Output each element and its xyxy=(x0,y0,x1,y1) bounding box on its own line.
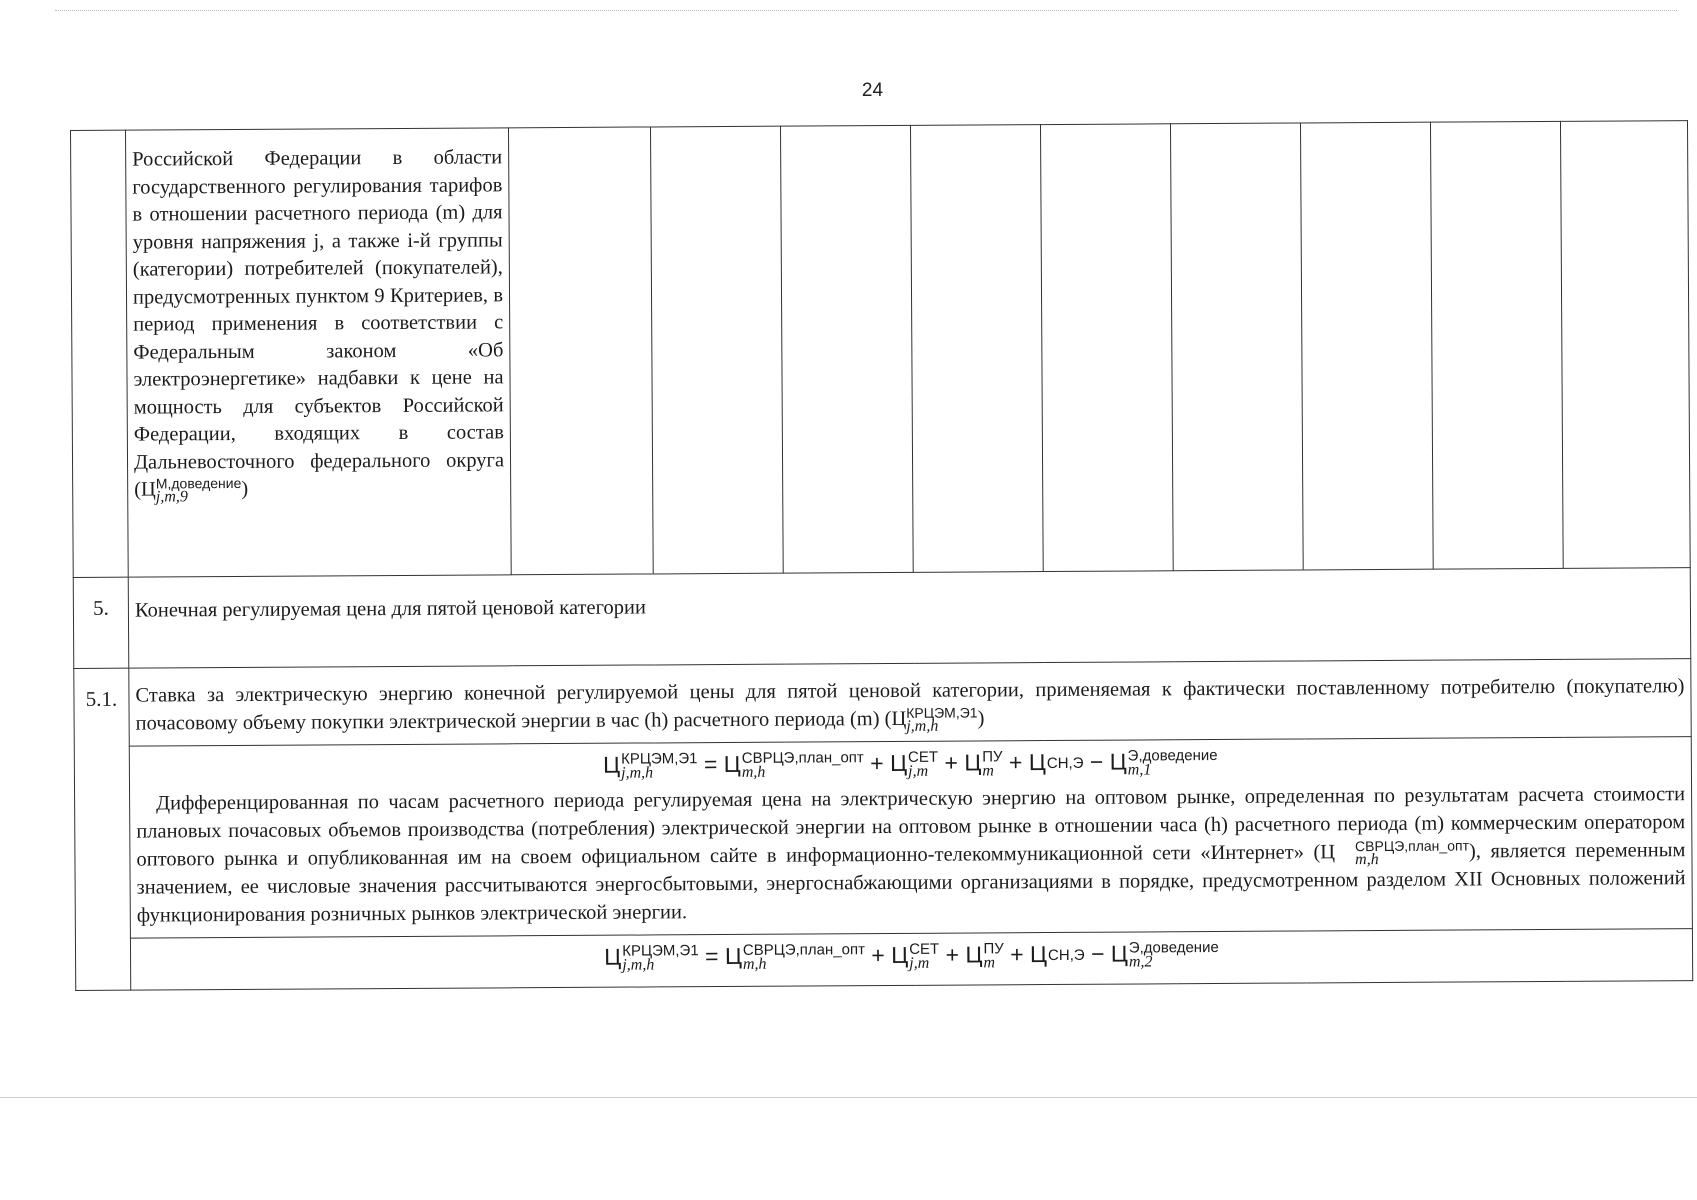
number-cell-empty xyxy=(71,130,129,577)
value-cell xyxy=(1300,122,1433,570)
row-5-title: Конечная регулируемая цена для пятой ценовой категории xyxy=(134,596,646,622)
table-row-formula-2 xyxy=(75,929,1692,991)
value-cell xyxy=(780,125,913,573)
formula-cell xyxy=(130,929,1692,990)
tariff-table xyxy=(70,120,1693,991)
formula-1: Ц КРЦЭМ,Э1 j,m,h = Ц СВРЦЭ,план_опт m,h + Ц СЕТ j,m + Ц ПУ m + Ц СН,Э − Ц Э,доведение m,1 xyxy=(603,746,1218,782)
page-number: 24 xyxy=(861,80,884,101)
value-cell xyxy=(1560,121,1690,569)
value-cell xyxy=(508,127,653,575)
row-5-text-cell xyxy=(128,568,1691,669)
row-number: 5. xyxy=(73,577,129,668)
table-row-5 xyxy=(73,568,1691,669)
value-cell xyxy=(1040,124,1173,572)
formula-2: Ц КРЦЭМ,Э1 j,m,h = Ц СВРЦЭ,план_опт m,h + Ц СЕТ j,m + Ц ПУ m + Ц СН,Э − Ц Э,доведение m,2 xyxy=(604,939,1219,974)
table-row-continuation xyxy=(71,121,1691,578)
scan-artifact-bottom-line xyxy=(0,1097,1697,1098)
row-5-1-text-cell xyxy=(129,659,1691,747)
value-cell xyxy=(1170,123,1303,571)
row-description: Российской Федерации в области государственного регулирования тарифов в отношении расчетного периода (m) для уровня напряжения j, а также i-й группы (категории) потребителей (покупателей), предусмотренных пунктом 9 Критериев, в период применения в соответствии с Федеральным законом «Об электроэнергетике» надбавки к цене на мощность для субъектов Российской Федерации, входящих в состав Дальневосточного федерального округа (Ц М,доведение j,m,9 ) xyxy=(132,146,505,506)
table-row-5-1 xyxy=(74,659,1691,747)
value-cell xyxy=(910,125,1043,573)
value-cell xyxy=(650,126,783,574)
row-5-1-title: Ставка за электрическую энергию конечной регулируемой цены для пятой ценовой категории, применяемая к фактически поставленному потребителю (покупателю) почасовому объему покупки электрической энергии в час (h) расчетного периода (m) (Ц КРЦЭМ,Э1 j,m,h ) xyxy=(135,675,1685,735)
value-cell xyxy=(1430,121,1563,569)
row-number: 5.1. xyxy=(74,668,131,990)
description-cell xyxy=(126,128,512,577)
scan-artifact-top xyxy=(55,10,1677,13)
table-row-formula-1 xyxy=(74,737,1692,939)
formula-explanation: Дифференцированная по часам расчетного периода регулируемая цена на электрическую энергию на оптовом рынке, определенная по результатам расчета стоимости плановых почасовых объемов производства (потребления) электрической энергии на оптовом рынке в отношении часа (h) расчетного периода (m) коммерческим оператором оптового рынка и опубликованная им на своем официальном сайте в информационно-телекоммуникационной сети «Интернет» (Ц СВРЦЭ,план_опт m,h ), является переменным значением, ее числовые значения рассчитываются энергосбытовыми, энергоснабжающими организациями в порядке, предусмотренном разделом XII Основных положений функционирования розничных рынков электрической энергии. xyxy=(136,783,1686,927)
formula-cell xyxy=(129,737,1692,939)
